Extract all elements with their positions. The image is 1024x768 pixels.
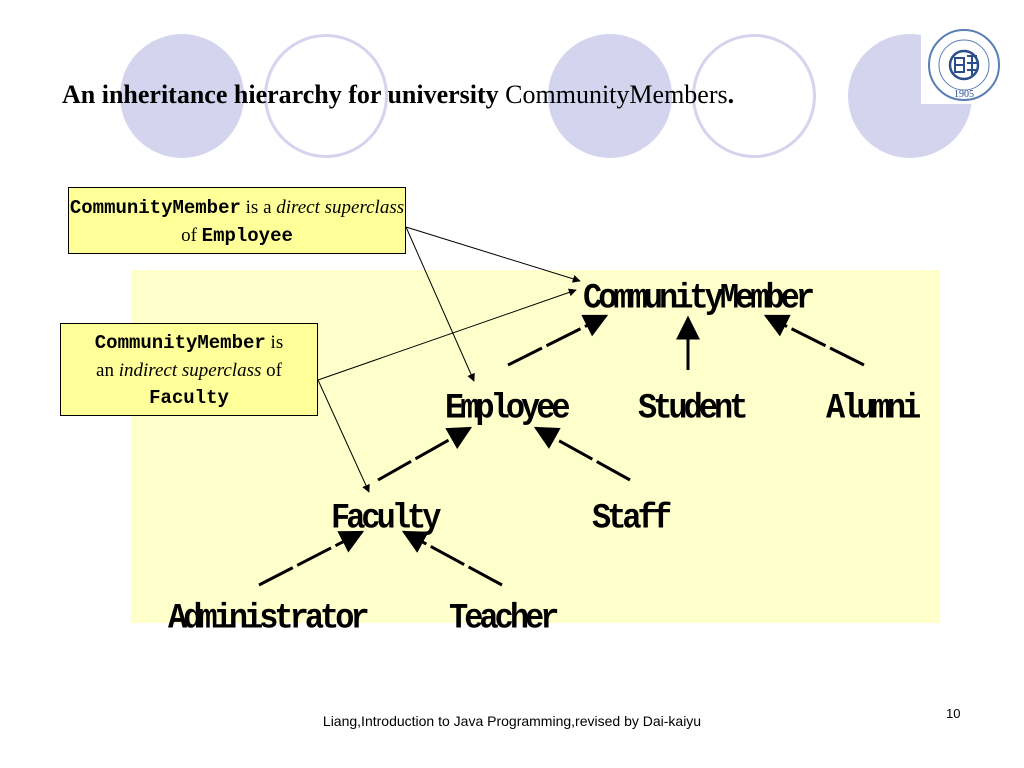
callout-italic-text: indirect superclass [118, 360, 262, 381]
node-student: Student [638, 388, 745, 429]
page-number: 10 [946, 706, 961, 721]
callout-class-name: CommunityMember [69, 197, 241, 219]
edge-employee-communitymember [508, 316, 606, 365]
callout-italic-text: direct superclass [276, 197, 405, 218]
callout-text: is a [240, 197, 277, 218]
callout-arrow-to-communitymember [406, 227, 580, 281]
node-alumni: Alumni [826, 388, 918, 429]
title-end: . [727, 80, 735, 109]
edge-staff-employee [536, 428, 630, 480]
node-faculty: Faculty [331, 498, 438, 539]
title-plain: CommunityMembers [498, 80, 728, 109]
callout-class-name: Employee [201, 225, 293, 247]
title-bold: An inheritance hierarchy for university [62, 80, 499, 109]
callout-text: of [261, 360, 282, 381]
callout-direct-superclass [68, 187, 406, 254]
edge-faculty-employee [378, 428, 470, 480]
slide-footer: Liang,Introduction to Java Programming,revised by Dai-kaiyu [322, 713, 702, 729]
edge-teacher-faculty [404, 532, 502, 585]
callout-arrow-to-faculty [318, 380, 369, 492]
edge-alumni-communitymember [766, 316, 864, 365]
node-communitymember: CommunityMember [583, 278, 812, 319]
callout-arrow-to-communitymember [318, 290, 576, 380]
callout-indirect-superclass [60, 323, 318, 416]
edge-administrator-faculty [259, 532, 362, 585]
callout-text: an [96, 360, 119, 381]
node-staff: Staff [592, 498, 669, 539]
node-employee: Employee [445, 388, 567, 429]
callout-arrow-to-employee [406, 227, 474, 381]
callout-class-name: CommunityMember [94, 332, 266, 354]
logo-year: 1905 [954, 89, 974, 100]
callout-text: of [181, 225, 202, 246]
callout-class-name: Faculty [149, 387, 229, 409]
callout-text: is [265, 332, 284, 353]
node-administrator: Administrator [168, 598, 366, 639]
node-teacher: Teacher [449, 598, 556, 639]
